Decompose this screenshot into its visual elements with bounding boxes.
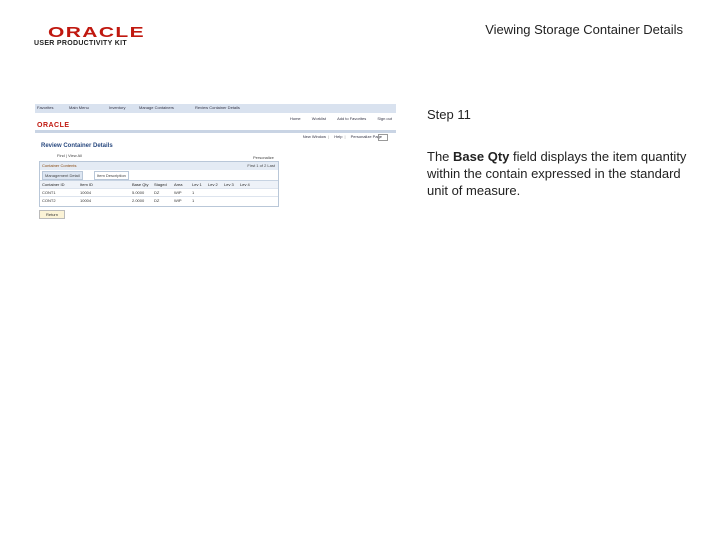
nav-link-add-to-favorites: Add to Favorites [337,116,367,121]
menu-item-manage-containers: Manage Containers [139,105,174,110]
table-row [40,196,278,205]
nav-link-home: Home [289,116,301,121]
step-description [427,148,692,199]
column-header-item-id: Item ID [80,182,93,187]
cell-base-qty: 5.0000 [132,190,145,195]
cell-area: WIP [174,190,182,195]
tab-management-detail: Management Detail [42,171,83,180]
cell-container-id: CONT1 [42,190,56,195]
step-field-name: Base Qty [453,149,510,164]
column-header-lev3: Lev 3 [224,182,234,187]
step-text-after: field displays the item quantity within the contain expressed in the standard unit of measure. [427,149,687,198]
utility-link-personalize-page: Personalize Page [350,134,382,139]
grid-header [40,162,278,170]
cell-staged: DZ [154,190,160,195]
screenshot-personalize-link: Personalize [253,155,274,160]
cell-staged: DZ [154,198,160,203]
column-header-staged: Staged [154,182,167,187]
cell-base-qty: 2.0000 [132,198,145,203]
menu-item-inventory: Inventory [109,105,126,110]
screenshot-oracle-logo: ORACLE [37,122,70,129]
grid-caption: Container Contents [42,163,77,168]
menu-item-main-menu: Main Menu [69,105,89,110]
application-screenshot [35,104,396,226]
nav-link-sign-out: Sign out [377,116,392,121]
step-text-before: The [427,149,454,164]
screenshot-find-links: Find | View All [57,153,82,158]
screenshot-menu-bar [35,104,396,113]
column-header-lev1: Lev 1 [192,182,202,187]
screenshot-header-band [35,130,396,133]
column-header-container-id: Container ID [42,182,65,187]
page-title: Viewing Storage Container Details [485,22,683,37]
cell-lev1: 1 [192,198,195,203]
cell-item-id: 10004 [80,190,92,195]
screenshot-utility-links: New Window | Help | Personalize Page [302,134,382,139]
column-header-base-qty: Base Qty [132,182,149,187]
utility-link-new-window: New Window [302,134,327,139]
oracle-logo-text: ORACLE [48,24,146,41]
grid-column-headers [40,180,278,188]
cell-container-id: CONT2 [42,198,56,203]
upk-logo-subtext: USER PRODUCTIVITY KIT [34,40,127,47]
column-header-area: Area [174,182,183,187]
screenshot-return-button: Return [39,210,65,219]
grid-navigation: First 1 of 2 Last [247,163,275,168]
screenshot-http-icon [378,134,388,141]
cell-lev1: 1 [192,190,195,195]
screenshot-page-title: Review Container Details [41,143,113,149]
screenshot-nav-links [280,116,392,121]
cell-area: WIP [174,198,182,203]
utility-link-help: Help [334,134,343,139]
step-label: Step 11 [427,107,471,122]
menu-item-review-container-details: Review Container Details [195,105,240,110]
cell-item-id: 10004 [80,198,92,203]
container-contents-grid [39,161,279,207]
tab-item-description: Item Description [94,171,129,180]
nav-link-worklist: Worklist [311,116,326,121]
column-header-lev4: Lev 4 [240,182,250,187]
menu-item-favorites: Favorites [37,105,54,110]
column-header-lev2: Lev 2 [208,182,218,187]
